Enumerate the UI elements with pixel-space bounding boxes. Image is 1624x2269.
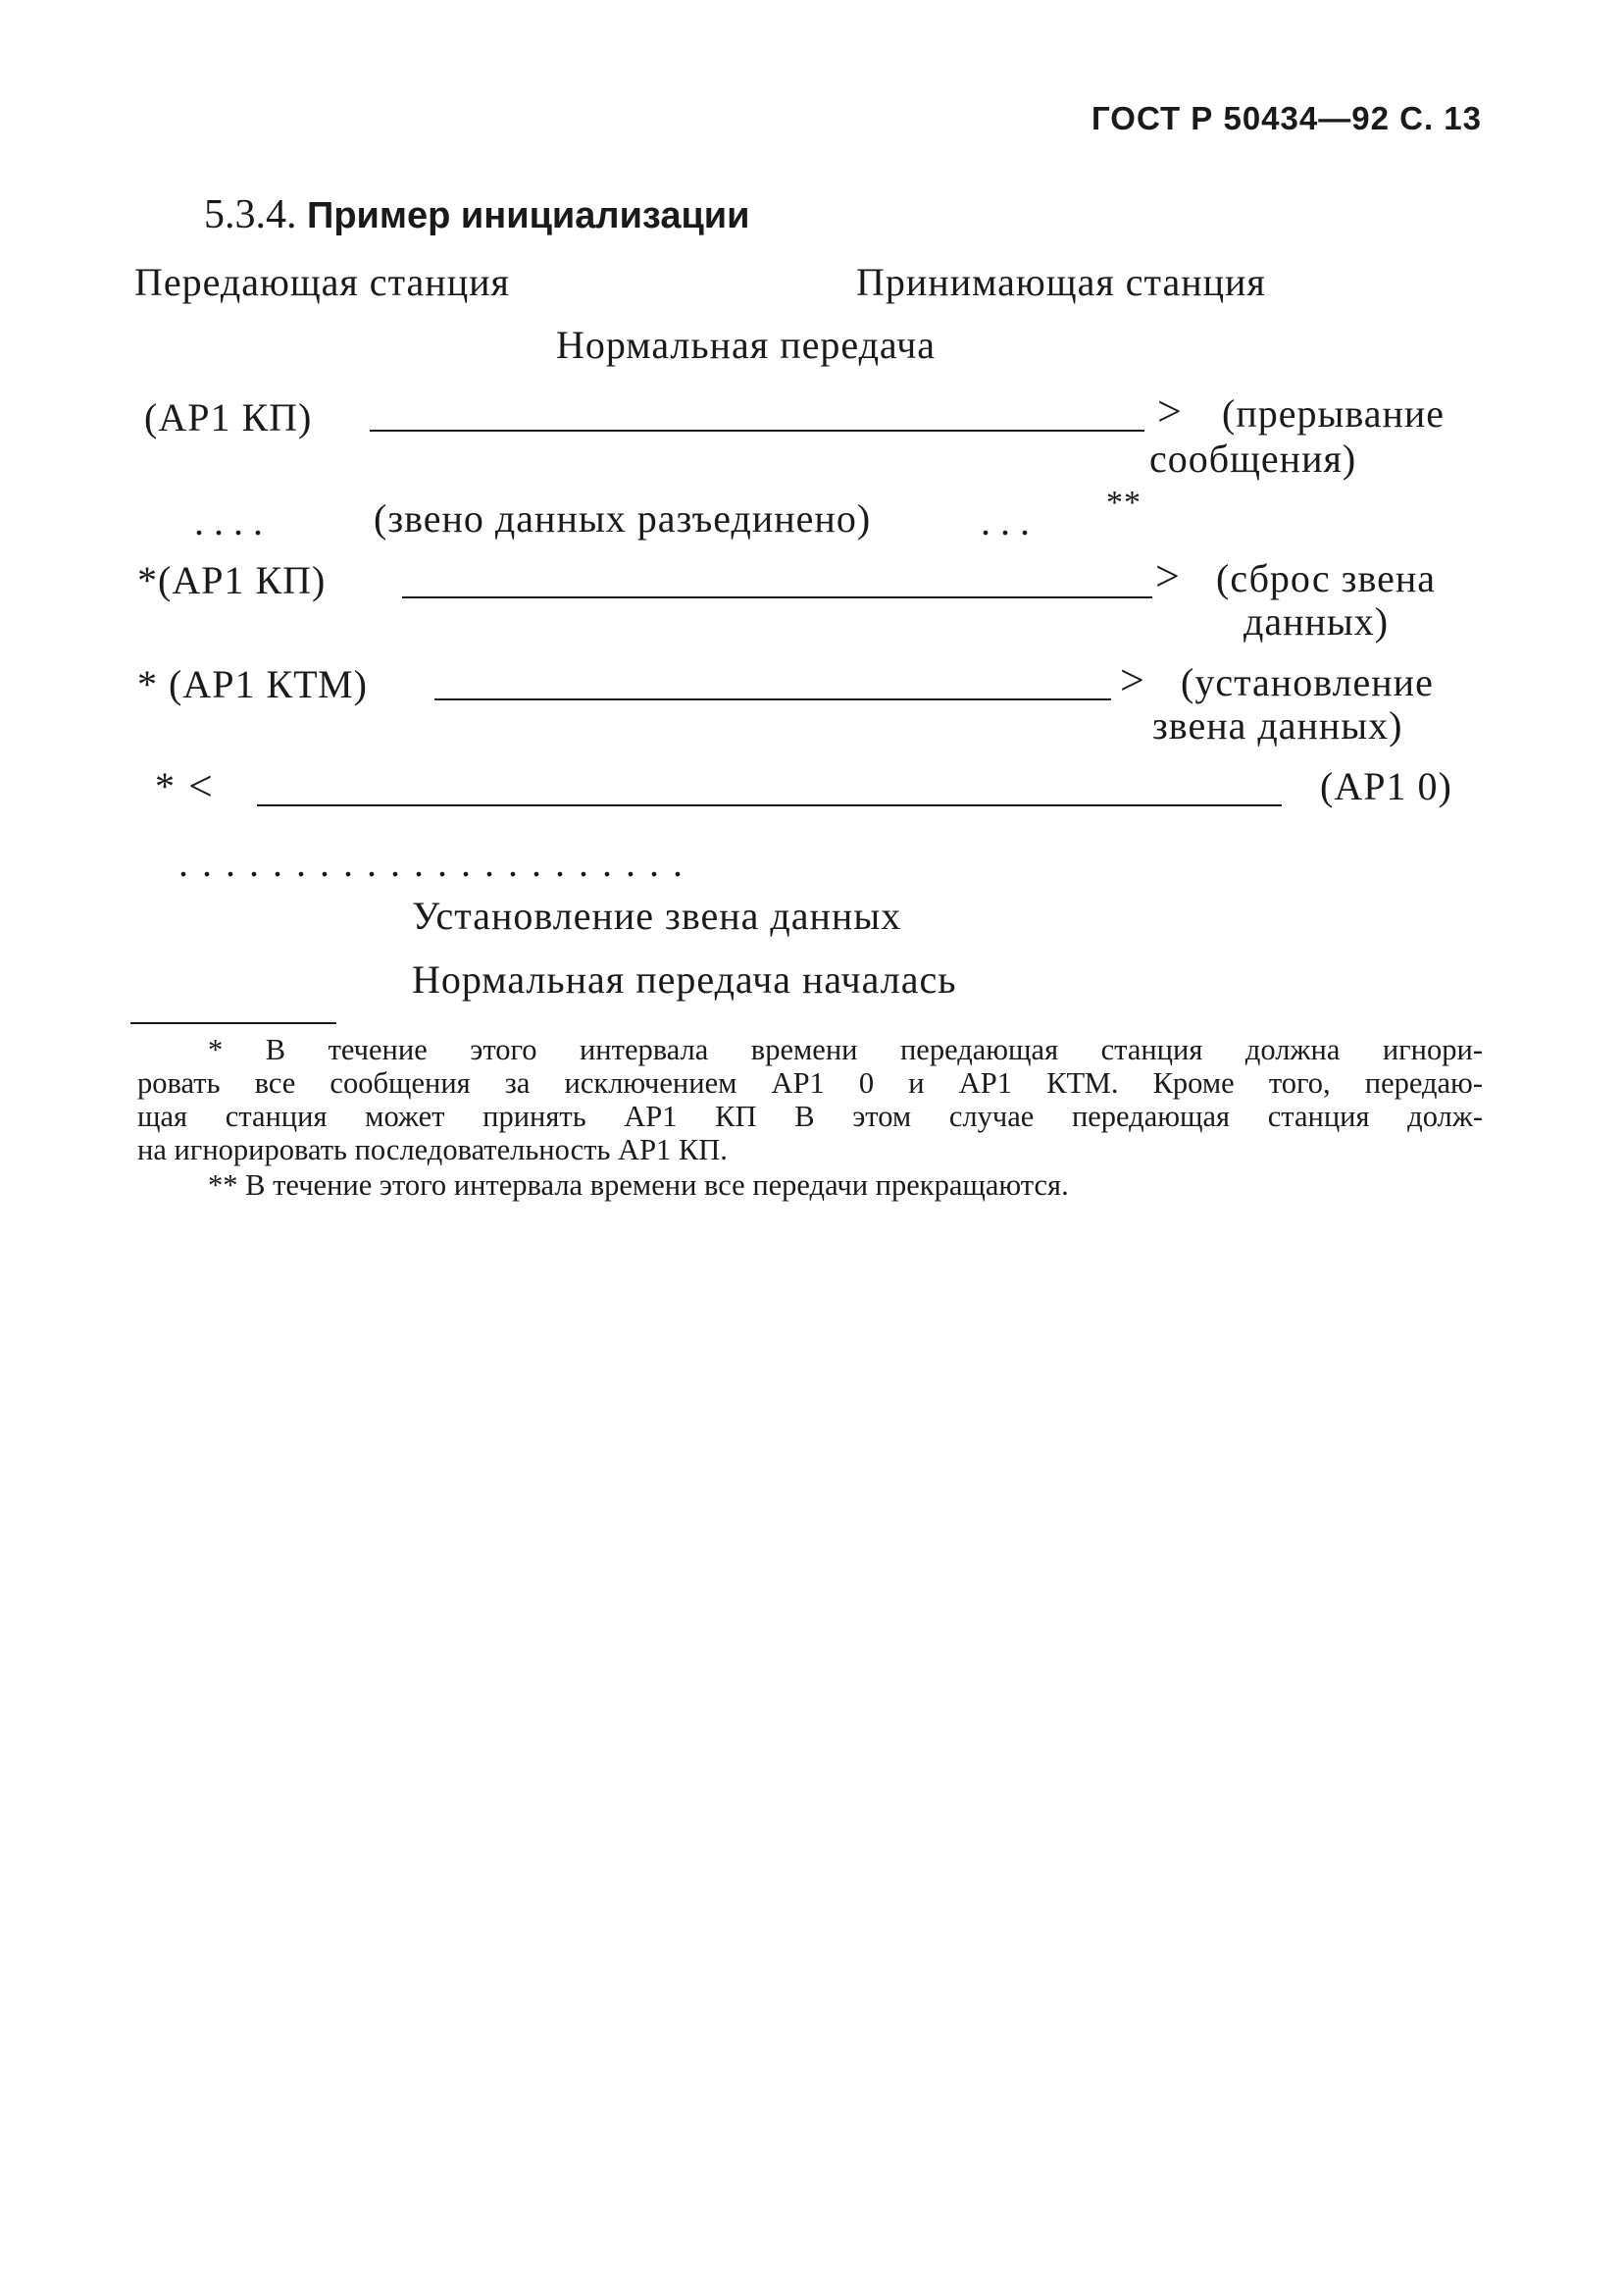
row5-arrow: < <box>188 762 213 810</box>
row5-line <box>257 804 1282 806</box>
row2-dots-right: . . . <box>981 499 1030 543</box>
row2-text: (звено данных разъединено) <box>374 496 872 541</box>
row3-arrow: > <box>1155 552 1180 600</box>
row4-arrow: > <box>1120 656 1144 704</box>
row2-footnote-mark: ** <box>1106 485 1142 521</box>
section-number: 5.3.4. <box>204 192 297 237</box>
phase-normal-transfer: Нормальная передача <box>556 323 936 367</box>
footnote-separator <box>130 1022 336 1024</box>
row3-right-line2: данных) <box>1243 599 1390 644</box>
row3-right-line1: (сброс звена <box>1216 556 1437 600</box>
row1-arrow: > <box>1157 387 1182 436</box>
section-heading <box>204 191 750 238</box>
page-header: ГОСТ Р 50434—92 С. 13 <box>1091 100 1482 136</box>
sending-station-label: Передающая станция <box>134 260 510 304</box>
row4-right-line2: звена данных) <box>1152 703 1403 748</box>
row1-left: (АР1 КП) <box>144 395 313 439</box>
row3-left: *(АР1 КП) <box>137 558 327 602</box>
phase-link-established: Установление звена данных <box>412 894 902 938</box>
footnote-1-line-2: ровать все сообщения за исключением АР1 0 и АР1 КТМ. Кроме того, передаю- <box>137 1066 1483 1100</box>
row3-line <box>402 596 1152 598</box>
footnote-1-line-4: на игнорировать последовательность АР1 КП. <box>137 1133 728 1166</box>
row2-dots-left: . . . . <box>194 499 263 543</box>
row1-right-line2: сообщения) <box>1149 437 1357 481</box>
footnote-1-line-3: щая станция может принять АР1 КП В этом случае передающая станция долж- <box>137 1100 1483 1133</box>
footnote-1-line-1: * В течение этого интервала времени передающая станция должна игнори- <box>208 1033 1483 1066</box>
footnote-2: ** В течение этого интервала времени все передачи прекращаются. <box>208 1168 1069 1202</box>
row4-right-line1: (установление <box>1181 660 1434 704</box>
phase-normal-started: Нормальная передача началась <box>412 957 957 1002</box>
section-title: Пример инициализации <box>307 195 750 236</box>
row4-line <box>434 698 1111 700</box>
row5-right: (АР1 0) <box>1320 764 1452 808</box>
row1-line <box>370 430 1144 432</box>
receiving-station-label: Принимающая станция <box>856 260 1266 304</box>
row4-left: * (АР1 КТМ) <box>137 662 368 706</box>
row6-dots: . . . . . . . . . . . . . . . . . . . . . . <box>178 841 685 885</box>
row1-right-line1: (прерывание <box>1222 391 1446 436</box>
row5-left: * <box>155 764 176 808</box>
